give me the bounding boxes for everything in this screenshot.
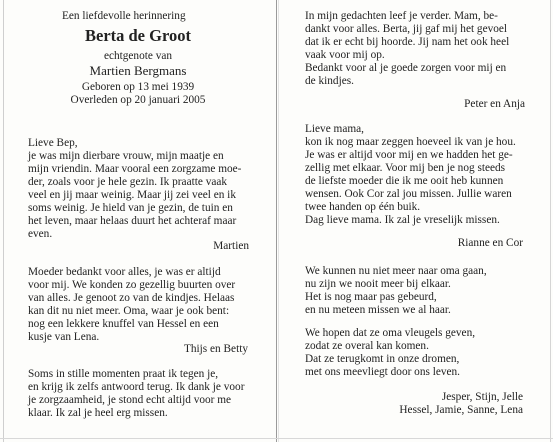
message-line: twee handen op één buik. xyxy=(305,201,421,213)
death-date: Overleden op 20 januari 2005 xyxy=(70,94,206,106)
message-line: klaar. Ik zal je heel erg missen. xyxy=(28,407,168,419)
deceased-name: Berta de Groot xyxy=(84,26,191,45)
message-line: Lieve Bep, xyxy=(28,137,78,149)
message-line: kon ik nog maar zeggen hoeveel ik van je hou. xyxy=(305,136,516,148)
message-line: voor mij. We konden zo gezellig buurten over xyxy=(28,279,236,291)
message-line: even. xyxy=(28,228,53,240)
birth-date: Geboren op 13 mei 1939 xyxy=(81,81,195,93)
message-line: veel en jij maar weinig. Maar jij zei veel en ik xyxy=(28,189,236,201)
message-line: dat ik er echt bij hoorde. Jij nam het ook heel xyxy=(305,36,510,48)
spouse-label: echtgenote van xyxy=(103,50,173,62)
message-line: zellig met elkaar. Voor mij ben je nog steeds xyxy=(305,162,506,174)
spouse-name: Martien Bergmans xyxy=(89,63,187,78)
message-line: Lieve mama, xyxy=(305,123,364,135)
message-line: Bedankt voor al je goede zorgen voor mij en xyxy=(305,62,507,74)
poem-line: en nu meteen missen we al haar. xyxy=(305,304,451,316)
message-line: kan dit nu niet meer. Oma, waar je ook bent: xyxy=(28,305,230,317)
card-bottom-edge xyxy=(0,438,553,439)
signature-rianne-cor: Rianne en Cor xyxy=(457,237,523,249)
message-line: soms weinig. Je hield van je gezin, de tuin en xyxy=(28,202,233,214)
message-line: de kindjes. xyxy=(305,75,354,87)
message-line: Soms in stille momenten praat ik tegen je, xyxy=(28,368,219,380)
message-line: mijn vriendin. Maar vooral een zorgzame moe- xyxy=(28,163,242,175)
poem-line: nu zijn we nooit meer bij elkaar. xyxy=(305,278,451,290)
message-line: en krijg ik zelfs antwoord terug. Ik dank je voor xyxy=(28,381,245,393)
intro-text: Een liefdevolle herinnering xyxy=(62,10,186,22)
poem-line: Dat ze terugkomt in onze dromen, xyxy=(305,353,460,365)
signature-martien: Martien xyxy=(213,240,249,252)
poem-line: zodat ze overal kan komen. xyxy=(305,340,429,352)
message-line: Dag lieve mama. Ik zal je vreselijk missen. xyxy=(305,214,500,226)
card-right-edge xyxy=(550,0,551,442)
signature-peter-anja: Peter en Anja xyxy=(464,98,525,110)
message-line: je zorgzaamheid, je stond echt altijd voor me xyxy=(28,394,232,406)
signature-thijs-betty: Thijs en Betty xyxy=(183,343,248,355)
message-line: Je was er altijd voor mij en we hadden het ge- xyxy=(305,149,513,161)
message-line: dankt voor alles. Berta, jij gaf mij het gevoel xyxy=(305,23,508,35)
signature-line: Jesper, Stijn, Jelle xyxy=(441,391,523,403)
message-line: je was mijn dierbare vrouw, mijn maatje en xyxy=(28,150,224,162)
message-line: van alles. Je genoot zo van de kindjes. Helaas xyxy=(28,292,235,304)
message-line: In mijn gedachten leef je verder. Mam, be- xyxy=(305,10,498,22)
card-fold-line xyxy=(276,0,277,442)
message-line: de liefste moeder die ik me ooit heb kunnen xyxy=(305,175,504,187)
card-fold-shadow xyxy=(278,0,279,442)
message-line: wensen. Ook Cor zal jou missen. Jullie waren xyxy=(305,188,512,200)
message-line: vaak voor mij op. xyxy=(305,49,385,61)
message-line: der, zoals voor je hele gezin. Ik praatte vaak xyxy=(28,176,228,188)
message-line: kusje van Lena. xyxy=(28,331,100,343)
poem-line: Het is nog maar pas gebeurd, xyxy=(305,291,437,303)
poem-line: We kunnen nu niet meer naar oma gaan, xyxy=(305,265,487,277)
poem-line: We hopen dat ze oma vleugels geven, xyxy=(305,327,476,339)
message-line: nog een lekkere knuffel van Hessel en een xyxy=(28,318,219,330)
poem-line: met ons meevliegt door ons leven. xyxy=(305,366,460,378)
message-line: Moeder bedankt voor alles, je was er altijd xyxy=(28,266,221,278)
message-line: het leven, maar helaas duurt het achteraf maar xyxy=(28,215,237,227)
signature-line: Hessel, Jamie, Sanne, Lena xyxy=(399,404,523,416)
